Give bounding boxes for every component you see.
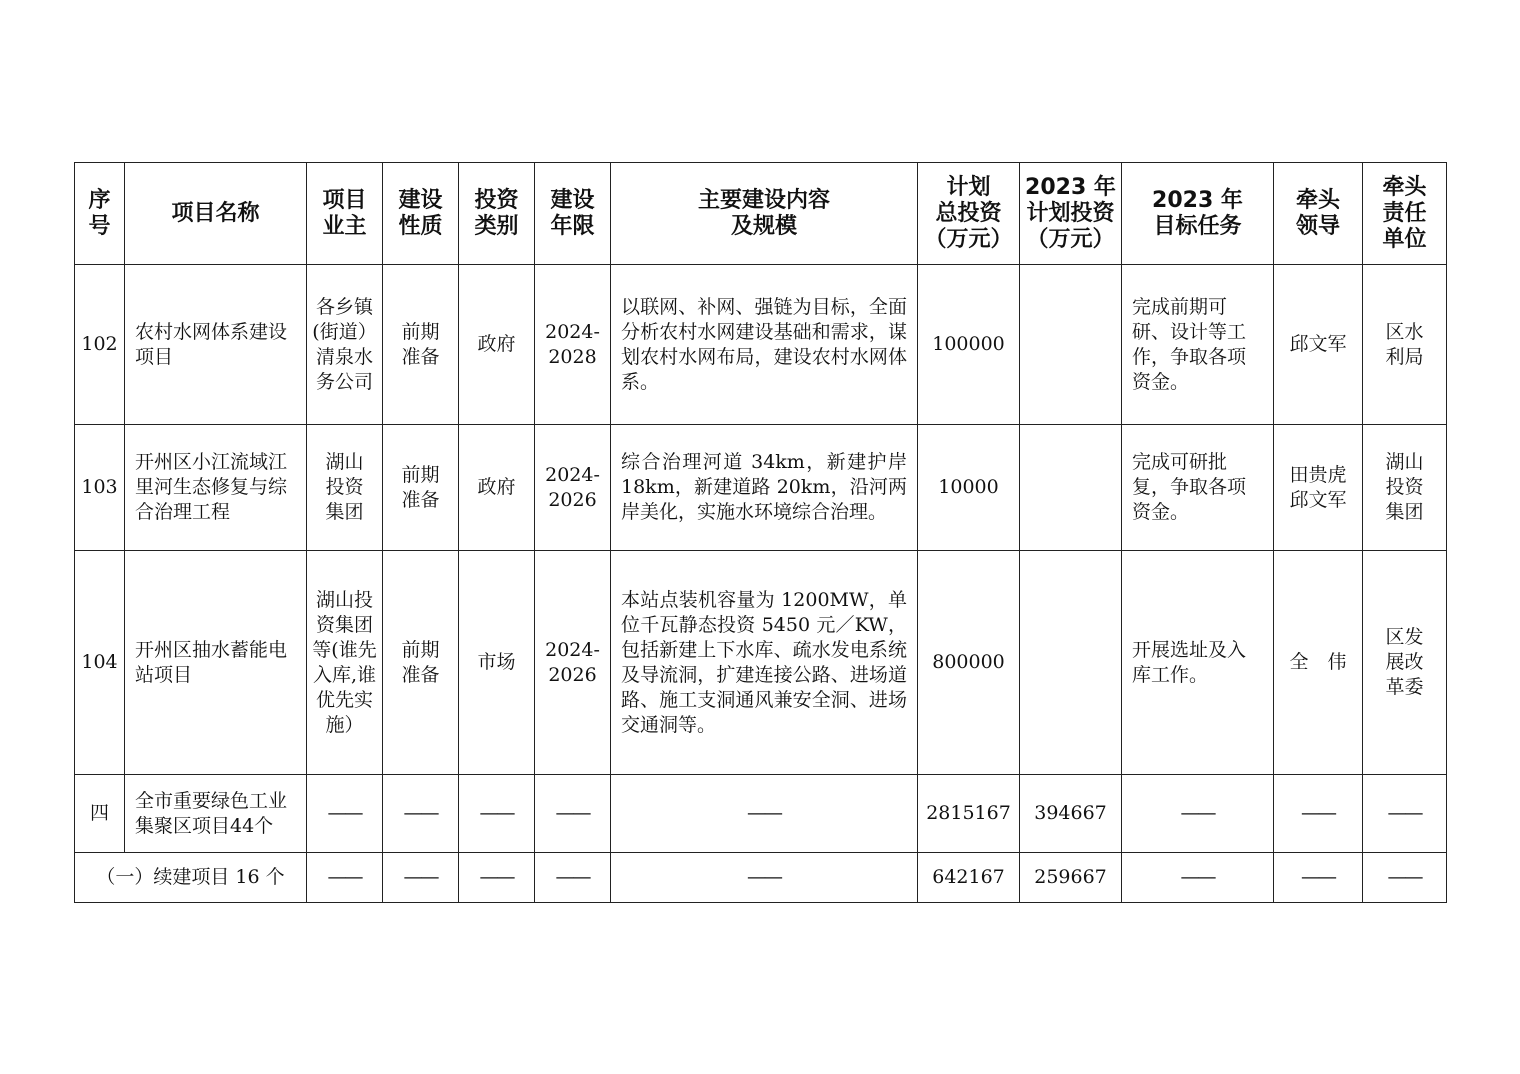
cell-leader: —— — [1274, 775, 1363, 853]
cell-period: 2024- 2028 — [535, 265, 611, 425]
cell-content: —— — [611, 853, 918, 903]
cell-name: （一）续建项目 16 个 — [75, 853, 307, 903]
cell-owner: —— — [307, 853, 383, 903]
header-seq: 序 号 — [75, 163, 125, 265]
cell-leader: 邱文军 — [1274, 265, 1363, 425]
cell-target: —— — [1122, 775, 1274, 853]
cell-name: 农村水网体系建设项目 — [125, 265, 307, 425]
header-content: 主要建设内容 及规模 — [611, 163, 918, 265]
cell-total: 800000 — [918, 551, 1020, 775]
cell-nature: —— — [383, 775, 459, 853]
cell-period: —— — [535, 775, 611, 853]
cell-total: 10000 — [918, 425, 1020, 551]
cell-period: —— — [535, 853, 611, 903]
cell-total: 642167 — [918, 853, 1020, 903]
cell-unit: —— — [1363, 853, 1447, 903]
cell-category: 政府 — [459, 265, 535, 425]
cell-plan2023 — [1020, 551, 1122, 775]
table-row — [75, 425, 1447, 551]
group-row — [75, 775, 1447, 853]
header-leader: 牵头 领导 — [1274, 163, 1363, 265]
cell-period: 2024- 2026 — [535, 425, 611, 551]
cell-owner: —— — [307, 775, 383, 853]
cell-target: 完成前期可研、设计等工作，争取各项资金。 — [1122, 265, 1274, 425]
header-category: 投资 类别 — [459, 163, 535, 265]
cell-name: 全市重要绿色工业集聚区项目44个 — [125, 775, 307, 853]
header-plan2023: 2023 年 计划投资 （万元） — [1020, 163, 1122, 265]
cell-target: 开展选址及入库工作。 — [1122, 551, 1274, 775]
cell-seq: 104 — [75, 551, 125, 775]
cell-target: —— — [1122, 853, 1274, 903]
cell-period: 2024- 2026 — [535, 551, 611, 775]
cell-name: 开州区抽水蓄能电站项目 — [125, 551, 307, 775]
cell-unit: 区发 展改 革委 — [1363, 551, 1447, 775]
cell-target: 完成可研批复，争取各项资金。 — [1122, 425, 1274, 551]
project-table — [74, 162, 1447, 903]
cell-category: 市场 — [459, 551, 535, 775]
cell-owner: 各乡镇(街道）清泉水务公司 — [307, 265, 383, 425]
cell-category: 政府 — [459, 425, 535, 551]
header-total: 计划 总投资 （万元） — [918, 163, 1020, 265]
subgroup-row — [75, 853, 1447, 903]
header-nature: 建设 性质 — [383, 163, 459, 265]
cell-total: 2815167 — [918, 775, 1020, 853]
cell-leader: 全 伟 — [1274, 551, 1363, 775]
header-target: 2023 年 目标任务 — [1122, 163, 1274, 265]
cell-nature: —— — [383, 853, 459, 903]
cell-seq: 103 — [75, 425, 125, 551]
cell-owner: 湖山 投资 集团 — [307, 425, 383, 551]
header-name: 项目名称 — [125, 163, 307, 265]
cell-unit: 区水 利局 — [1363, 265, 1447, 425]
cell-total: 100000 — [918, 265, 1020, 425]
table-row — [75, 551, 1447, 775]
cell-leader: 田贵虎 邱文军 — [1274, 425, 1363, 551]
cell-category: —— — [459, 775, 535, 853]
header-unit: 牵头 责任 单位 — [1363, 163, 1447, 265]
cell-plan2023 — [1020, 425, 1122, 551]
header-period: 建设 年限 — [535, 163, 611, 265]
cell-leader: —— — [1274, 853, 1363, 903]
cell-nature: 前期 准备 — [383, 265, 459, 425]
cell-seq: 四 — [75, 775, 125, 853]
cell-category: —— — [459, 853, 535, 903]
cell-name: 开州区小江流域江里河生态修复与综合治理工程 — [125, 425, 307, 551]
cell-unit: —— — [1363, 775, 1447, 853]
header-row — [75, 163, 1447, 265]
cell-plan2023: 394667 — [1020, 775, 1122, 853]
cell-plan2023 — [1020, 265, 1122, 425]
cell-content: 本站点装机容量为 1200MW，单位千瓦静态投资 5450 元／KW，包括新建上下水库、疏水发电系统及导流洞，扩建连接公路、进场道路、施工支洞通风兼安全洞、进场交通洞等。 — [611, 551, 918, 775]
table-row — [75, 265, 1447, 425]
cell-seq: 102 — [75, 265, 125, 425]
cell-plan2023: 259667 — [1020, 853, 1122, 903]
cell-owner: 湖山投资集团等(谁先入库,谁优先实施） — [307, 551, 383, 775]
cell-content: —— — [611, 775, 918, 853]
cell-content: 以联网、补网、强链为目标，全面分析农村水网建设基础和需求，谋划农村水网布局，建设农村水网体系。 — [611, 265, 918, 425]
cell-nature: 前期 准备 — [383, 425, 459, 551]
header-owner: 项目 业主 — [307, 163, 383, 265]
cell-content: 综合治理河道 34km，新建护岸 18km，新建道路 20km，沿河两岸美化，实施水环境综合治理。 — [611, 425, 918, 551]
cell-nature: 前期 准备 — [383, 551, 459, 775]
cell-unit: 湖山 投资 集团 — [1363, 425, 1447, 551]
